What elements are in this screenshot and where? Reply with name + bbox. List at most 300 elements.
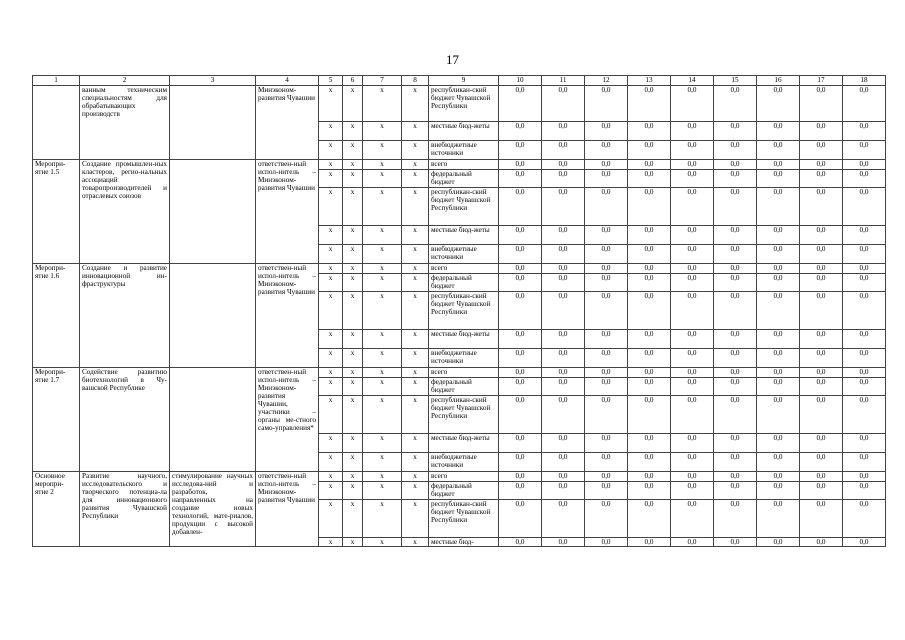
measure-number (33, 86, 80, 160)
funding-source: местные бюд-жеты (429, 226, 499, 245)
code-cell: x (402, 245, 429, 264)
funding-source: внебюджетные источники (429, 349, 499, 368)
value-cell: 0,0 (628, 368, 671, 378)
value-cell: 0,0 (800, 368, 843, 378)
value-cell: 0,0 (542, 274, 585, 292)
value-cell: 0,0 (585, 122, 628, 141)
value-cell: 0,0 (843, 500, 886, 538)
code-cell: x (402, 86, 429, 122)
value-cell: 0,0 (800, 86, 843, 122)
measure-name: Создание и развитие инновационной ин-фраструктуры (80, 264, 170, 368)
value-cell: 0,0 (585, 538, 628, 547)
column-number: 11 (542, 76, 585, 86)
code-cell: x (343, 264, 363, 274)
responsible-executor: Минэконом-развития Чувашии (256, 86, 319, 160)
code-cell: x (343, 434, 363, 453)
value-cell: 0,0 (714, 368, 757, 378)
code-cell: x (402, 330, 429, 349)
value-cell: 0,0 (628, 378, 671, 396)
funding-source: всего (429, 472, 499, 482)
value-cell: 0,0 (542, 368, 585, 378)
code-cell: x (319, 396, 343, 434)
value-cell: 0,0 (714, 188, 757, 226)
code-cell: x (363, 188, 402, 226)
measure-name: Создание промышлен-ных кластеров, регио-нальных ассоциаций товаропроизводителей и отраслевых союзов (80, 160, 170, 264)
value-cell: 0,0 (628, 349, 671, 368)
code-cell: x (363, 434, 402, 453)
code-cell: x (319, 538, 343, 547)
code-cell: x (319, 292, 343, 330)
value-cell: 0,0 (714, 472, 757, 482)
code-cell: x (363, 453, 402, 472)
value-cell: 0,0 (671, 141, 714, 160)
value-cell: 0,0 (542, 86, 585, 122)
value-cell: 0,0 (714, 274, 757, 292)
code-cell: x (343, 482, 363, 500)
code-cell: x (343, 170, 363, 188)
value-cell: 0,0 (499, 500, 542, 538)
code-cell: x (319, 349, 343, 368)
code-cell: x (363, 500, 402, 538)
value-cell: 0,0 (671, 264, 714, 274)
value-cell: 0,0 (843, 368, 886, 378)
code-cell: x (402, 482, 429, 500)
value-cell: 0,0 (542, 264, 585, 274)
value-cell: 0,0 (671, 188, 714, 226)
value-cell: 0,0 (585, 274, 628, 292)
measure-number: Меропри-ятие 1.7 (33, 368, 80, 472)
code-cell: x (319, 453, 343, 472)
value-cell: 0,0 (800, 274, 843, 292)
code-cell: x (343, 226, 363, 245)
funding-source: всего (429, 264, 499, 274)
code-cell: x (402, 170, 429, 188)
code-cell: x (363, 245, 402, 264)
value-cell: 0,0 (757, 274, 800, 292)
code-cell: x (319, 226, 343, 245)
value-cell: 0,0 (757, 330, 800, 349)
value-cell: 0,0 (628, 141, 671, 160)
expected-result (170, 264, 256, 368)
code-cell: x (363, 349, 402, 368)
code-cell: x (363, 122, 402, 141)
value-cell: 0,0 (757, 160, 800, 170)
code-cell: x (343, 245, 363, 264)
column-number: 9 (429, 76, 499, 86)
value-cell: 0,0 (499, 122, 542, 141)
value-cell: 0,0 (757, 292, 800, 330)
responsible-executor: ответствен-ный испол-нитель – Минэконом-развития Чувашии, участники – органы ме-стного само-управления* (256, 368, 319, 472)
value-cell: 0,0 (714, 434, 757, 453)
value-cell: 0,0 (628, 500, 671, 538)
value-cell: 0,0 (542, 188, 585, 226)
value-cell: 0,0 (800, 122, 843, 141)
code-cell: x (363, 160, 402, 170)
funding-source: республикан-ский бюджет Чувашской Республики (429, 500, 499, 538)
code-cell: x (319, 160, 343, 170)
funding-source: республикан-ский бюджет Чувашской Республики (429, 86, 499, 122)
column-number: 3 (170, 76, 256, 86)
code-cell: x (319, 264, 343, 274)
value-cell: 0,0 (499, 472, 542, 482)
value-cell: 0,0 (499, 482, 542, 500)
value-cell: 0,0 (843, 396, 886, 434)
value-cell: 0,0 (585, 472, 628, 482)
value-cell: 0,0 (671, 368, 714, 378)
value-cell: 0,0 (671, 274, 714, 292)
code-cell: x (402, 274, 429, 292)
code-cell: x (402, 368, 429, 378)
value-cell: 0,0 (843, 245, 886, 264)
value-cell: 0,0 (542, 500, 585, 538)
value-cell: 0,0 (542, 472, 585, 482)
code-cell: x (363, 330, 402, 349)
value-cell: 0,0 (800, 434, 843, 453)
code-cell: x (319, 188, 343, 226)
measure-number: Основное меропри-ятие 2 (33, 472, 80, 547)
value-cell: 0,0 (628, 245, 671, 264)
column-number: 1 (33, 76, 80, 86)
value-cell: 0,0 (628, 274, 671, 292)
value-cell: 0,0 (714, 396, 757, 434)
value-cell: 0,0 (843, 170, 886, 188)
column-number: 8 (402, 76, 429, 86)
value-cell: 0,0 (843, 122, 886, 141)
value-cell: 0,0 (800, 170, 843, 188)
value-cell: 0,0 (628, 396, 671, 434)
value-cell: 0,0 (757, 378, 800, 396)
value-cell: 0,0 (714, 330, 757, 349)
value-cell: 0,0 (499, 349, 542, 368)
value-cell: 0,0 (671, 538, 714, 547)
value-cell: 0,0 (499, 226, 542, 245)
value-cell: 0,0 (843, 472, 886, 482)
value-cell: 0,0 (585, 160, 628, 170)
value-cell: 0,0 (671, 226, 714, 245)
code-cell: x (402, 538, 429, 547)
code-cell: x (363, 141, 402, 160)
code-cell: x (343, 378, 363, 396)
code-cell: x (319, 245, 343, 264)
value-cell: 0,0 (499, 188, 542, 226)
value-cell: 0,0 (499, 264, 542, 274)
code-cell: x (343, 368, 363, 378)
value-cell: 0,0 (585, 482, 628, 500)
code-cell: x (363, 226, 402, 245)
code-cell: x (343, 330, 363, 349)
value-cell: 0,0 (843, 226, 886, 245)
value-cell: 0,0 (585, 453, 628, 472)
code-cell: x (343, 188, 363, 226)
value-cell: 0,0 (628, 160, 671, 170)
funding-source: местные бюд- (429, 538, 499, 547)
funding-source: внебюджетные источники (429, 245, 499, 264)
value-cell: 0,0 (671, 160, 714, 170)
code-cell: x (363, 538, 402, 547)
value-cell: 0,0 (585, 86, 628, 122)
value-cell: 0,0 (843, 264, 886, 274)
value-cell: 0,0 (843, 330, 886, 349)
value-cell: 0,0 (714, 538, 757, 547)
column-number: 13 (628, 76, 671, 86)
measure-number: Меропри-ятие 1.6 (33, 264, 80, 368)
value-cell: 0,0 (542, 141, 585, 160)
value-cell: 0,0 (757, 122, 800, 141)
funding-source: республикан-ский бюджет Чувашской Республики (429, 292, 499, 330)
code-cell: x (319, 170, 343, 188)
value-cell: 0,0 (585, 226, 628, 245)
value-cell: 0,0 (585, 500, 628, 538)
expected-result: стимулирование научных исследова-ний и разработок, направленных на создание новых технологий, мате-риалов, продукции с высокой добавлен- (170, 472, 256, 547)
column-number: 14 (671, 76, 714, 86)
value-cell: 0,0 (499, 538, 542, 547)
value-cell: 0,0 (714, 264, 757, 274)
code-cell: x (402, 378, 429, 396)
value-cell: 0,0 (800, 349, 843, 368)
value-cell: 0,0 (628, 482, 671, 500)
value-cell: 0,0 (628, 170, 671, 188)
value-cell: 0,0 (843, 292, 886, 330)
funding-source: всего (429, 160, 499, 170)
column-number: 12 (585, 76, 628, 86)
value-cell: 0,0 (671, 396, 714, 434)
expected-result (170, 160, 256, 264)
value-cell: 0,0 (671, 472, 714, 482)
value-cell: 0,0 (800, 188, 843, 226)
measure-number: Меропри-ятие 1.5 (33, 160, 80, 264)
value-cell: 0,0 (499, 330, 542, 349)
code-cell: x (319, 86, 343, 122)
code-cell: x (363, 292, 402, 330)
value-cell: 0,0 (671, 330, 714, 349)
value-cell: 0,0 (671, 292, 714, 330)
value-cell: 0,0 (714, 292, 757, 330)
value-cell: 0,0 (843, 274, 886, 292)
value-cell: 0,0 (585, 378, 628, 396)
value-cell: 0,0 (542, 170, 585, 188)
code-cell: x (319, 274, 343, 292)
value-cell: 0,0 (800, 292, 843, 330)
value-cell: 0,0 (757, 245, 800, 264)
value-cell: 0,0 (628, 264, 671, 274)
code-cell: x (402, 141, 429, 160)
code-cell: x (363, 264, 402, 274)
value-cell: 0,0 (757, 188, 800, 226)
value-cell: 0,0 (585, 330, 628, 349)
value-cell: 0,0 (671, 245, 714, 264)
value-cell: 0,0 (757, 396, 800, 434)
value-cell: 0,0 (714, 245, 757, 264)
column-number: 6 (343, 76, 363, 86)
value-cell: 0,0 (585, 245, 628, 264)
value-cell: 0,0 (757, 472, 800, 482)
code-cell: x (319, 122, 343, 141)
code-cell: x (402, 434, 429, 453)
value-cell: 0,0 (499, 453, 542, 472)
value-cell: 0,0 (585, 434, 628, 453)
funding-source: всего (429, 368, 499, 378)
value-cell: 0,0 (499, 292, 542, 330)
code-cell: x (363, 170, 402, 188)
table-row (33, 86, 886, 122)
code-cell: x (363, 472, 402, 482)
value-cell: 0,0 (542, 245, 585, 264)
value-cell: 0,0 (499, 274, 542, 292)
value-cell: 0,0 (757, 226, 800, 245)
column-number: 2 (80, 76, 170, 86)
value-cell: 0,0 (757, 538, 800, 547)
value-cell: 0,0 (585, 170, 628, 188)
value-cell: 0,0 (499, 170, 542, 188)
responsible-executor: ответствен-ный испол-нитель – Минэконом-развития Чувашии (256, 264, 319, 368)
code-cell: x (343, 160, 363, 170)
column-number: 7 (363, 76, 402, 86)
value-cell: 0,0 (671, 500, 714, 538)
value-cell: 0,0 (714, 378, 757, 396)
funding-source: внебюджетные источники (429, 453, 499, 472)
value-cell: 0,0 (714, 453, 757, 472)
value-cell: 0,0 (499, 368, 542, 378)
value-cell: 0,0 (499, 245, 542, 264)
value-cell: 0,0 (499, 396, 542, 434)
value-cell: 0,0 (843, 141, 886, 160)
code-cell: x (402, 188, 429, 226)
value-cell: 0,0 (585, 141, 628, 160)
expected-result (170, 368, 256, 472)
value-cell: 0,0 (542, 122, 585, 141)
value-cell: 0,0 (542, 396, 585, 434)
value-cell: 0,0 (714, 122, 757, 141)
value-cell: 0,0 (714, 141, 757, 160)
value-cell: 0,0 (542, 292, 585, 330)
value-cell: 0,0 (499, 141, 542, 160)
value-cell: 0,0 (800, 264, 843, 274)
value-cell: 0,0 (671, 453, 714, 472)
code-cell: x (319, 378, 343, 396)
table-row (33, 368, 886, 378)
table-row (33, 160, 886, 170)
value-cell: 0,0 (800, 245, 843, 264)
value-cell: 0,0 (800, 538, 843, 547)
code-cell: x (363, 482, 402, 500)
code-cell: x (343, 274, 363, 292)
value-cell: 0,0 (757, 170, 800, 188)
code-cell: x (343, 396, 363, 434)
value-cell: 0,0 (628, 538, 671, 547)
code-cell: x (402, 160, 429, 170)
code-cell: x (402, 122, 429, 141)
value-cell: 0,0 (628, 122, 671, 141)
funding-source: федеральный бюджет (429, 378, 499, 396)
code-cell: x (363, 274, 402, 292)
column-number-row (33, 76, 886, 86)
value-cell: 0,0 (714, 349, 757, 368)
value-cell: 0,0 (628, 292, 671, 330)
value-cell: 0,0 (585, 188, 628, 226)
column-number: 18 (843, 76, 886, 86)
value-cell: 0,0 (585, 292, 628, 330)
funding-source: внебюджетные источники (429, 141, 499, 160)
code-cell: x (343, 500, 363, 538)
code-cell: x (319, 330, 343, 349)
code-cell: x (363, 378, 402, 396)
column-number: 5 (319, 76, 343, 86)
value-cell: 0,0 (542, 538, 585, 547)
value-cell: 0,0 (714, 160, 757, 170)
value-cell: 0,0 (843, 86, 886, 122)
value-cell: 0,0 (843, 538, 886, 547)
code-cell: x (343, 292, 363, 330)
value-cell: 0,0 (800, 378, 843, 396)
value-cell: 0,0 (499, 378, 542, 396)
code-cell: x (319, 368, 343, 378)
funding-source: федеральный бюджет (429, 482, 499, 500)
code-cell: x (343, 453, 363, 472)
column-number: 15 (714, 76, 757, 86)
value-cell: 0,0 (757, 500, 800, 538)
value-cell: 0,0 (843, 434, 886, 453)
measure-name: ванным техническим специальностям для обрабатывающих производств (80, 86, 170, 160)
value-cell: 0,0 (542, 482, 585, 500)
code-cell: x (363, 396, 402, 434)
value-cell: 0,0 (628, 226, 671, 245)
value-cell: 0,0 (843, 160, 886, 170)
funding-source: местные бюд-жеты (429, 122, 499, 141)
value-cell: 0,0 (628, 472, 671, 482)
value-cell: 0,0 (499, 86, 542, 122)
value-cell: 0,0 (671, 86, 714, 122)
code-cell: x (402, 292, 429, 330)
value-cell: 0,0 (757, 453, 800, 472)
code-cell: x (343, 472, 363, 482)
code-cell: x (319, 482, 343, 500)
value-cell: 0,0 (628, 434, 671, 453)
value-cell: 0,0 (542, 160, 585, 170)
value-cell: 0,0 (843, 453, 886, 472)
measure-name: Развитие научного, исследовательского и творческого потенциа-ла для инновационного развития Чувашской Республики (80, 472, 170, 547)
value-cell: 0,0 (757, 482, 800, 500)
value-cell: 0,0 (499, 160, 542, 170)
measure-name: Содействие развитию биотехнологий в Чу-вашской Республике (80, 368, 170, 472)
code-cell: x (319, 472, 343, 482)
budget-table (32, 75, 886, 547)
value-cell: 0,0 (800, 141, 843, 160)
value-cell: 0,0 (800, 500, 843, 538)
value-cell: 0,0 (714, 86, 757, 122)
funding-source: местные бюд-жеты (429, 434, 499, 453)
value-cell: 0,0 (628, 86, 671, 122)
column-number: 16 (757, 76, 800, 86)
value-cell: 0,0 (542, 330, 585, 349)
code-cell: x (319, 500, 343, 538)
code-cell: x (319, 141, 343, 160)
code-cell: x (402, 226, 429, 245)
value-cell: 0,0 (542, 349, 585, 368)
code-cell: x (319, 434, 343, 453)
code-cell: x (402, 453, 429, 472)
code-cell: x (343, 349, 363, 368)
value-cell: 0,0 (585, 368, 628, 378)
code-cell: x (343, 538, 363, 547)
value-cell: 0,0 (800, 396, 843, 434)
column-number: 17 (800, 76, 843, 86)
value-cell: 0,0 (542, 434, 585, 453)
column-number: 10 (499, 76, 542, 86)
funding-source: республикан-ский бюджет Чувашской Республики (429, 396, 499, 434)
code-cell: x (363, 368, 402, 378)
expected-result (170, 86, 256, 160)
code-cell: x (343, 122, 363, 141)
